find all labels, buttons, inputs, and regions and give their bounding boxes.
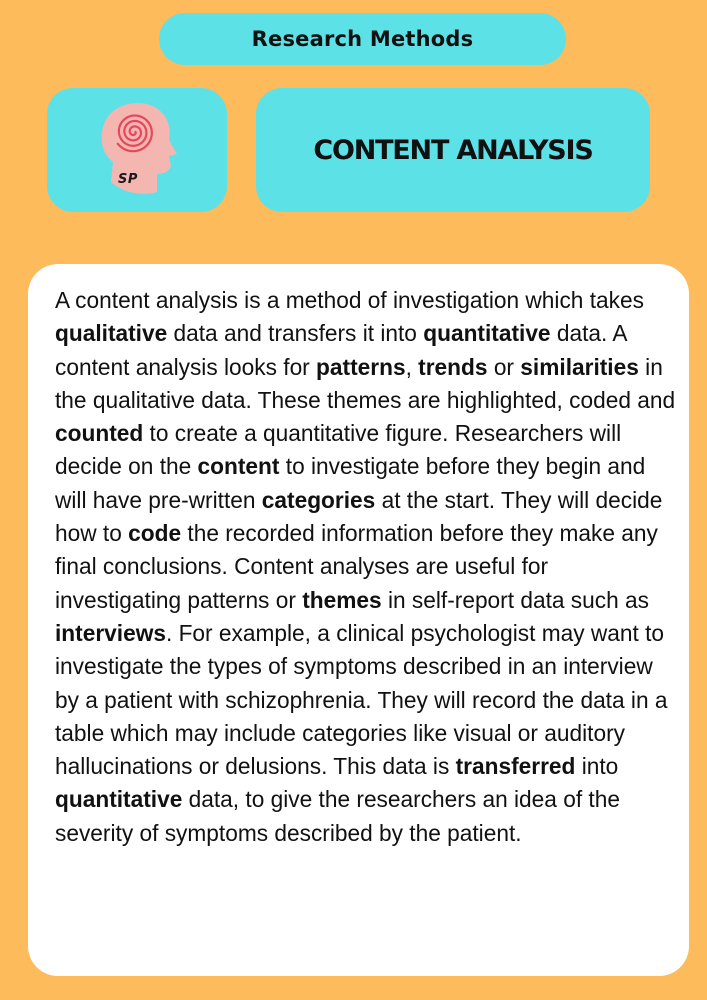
- key-term: patterns: [316, 353, 406, 380]
- body-paragraph: [55, 284, 677, 850]
- key-term: quantitative: [423, 320, 551, 347]
- body-text-run: A content analysis is a method of investigation which takes: [55, 287, 644, 313]
- logo-box: [47, 88, 227, 212]
- body-text-run: data and transfers it into: [167, 320, 424, 347]
- body-text-run: the recorded information before they make any final conclusions. Content analyses are useful for investigating patterns or: [55, 520, 658, 613]
- key-term: themes: [302, 586, 382, 613]
- content-card: [28, 264, 689, 976]
- body-text-run: ,: [405, 353, 419, 380]
- key-term: qualitative: [55, 320, 168, 347]
- body-text-run: to investigate before they begin and will have pre-written: [55, 453, 646, 513]
- logo-initials: SP: [118, 172, 138, 187]
- section-label: Research Methods: [251, 27, 474, 51]
- key-term: content: [197, 453, 280, 480]
- key-term: code: [128, 520, 182, 547]
- page-title: CONTENT ANALYSIS: [313, 134, 593, 166]
- key-term: quantitative: [55, 786, 183, 813]
- section-pill: [159, 13, 566, 65]
- body-text-run: data. A content analysis looks for: [55, 320, 627, 380]
- key-term: similarities: [520, 353, 639, 380]
- key-term: trends: [418, 353, 488, 380]
- body-text-run: data, to give the researchers an idea of the severity of symptoms described by the patient.: [55, 786, 620, 846]
- key-term: transferred: [455, 753, 576, 780]
- body-text-run: at the start. They will decide how to: [55, 486, 663, 547]
- body-text-run: in self-report data such as: [381, 586, 649, 613]
- body-text-run: to create a quantitative figure. Researchers will decide on the: [55, 420, 622, 480]
- title-box: [256, 88, 650, 212]
- key-term: categories: [261, 486, 376, 513]
- body-text-run: in the qualitative data. These themes are highlighted, coded and: [55, 353, 676, 413]
- body-text-run: or: [487, 353, 521, 380]
- body-text-run: . For example, a clinical psychologist may want to investigate the types of symptoms described in an interview by a patient with schizophrenia. They will record the data in a table which may include categories like visual or auditory hallucinations or delusions. This data is: [55, 619, 668, 780]
- key-term: interviews: [55, 619, 166, 646]
- head-spiral-icon: [93, 96, 179, 206]
- body-text-run: into: [575, 753, 619, 780]
- key-term: counted: [55, 420, 144, 447]
